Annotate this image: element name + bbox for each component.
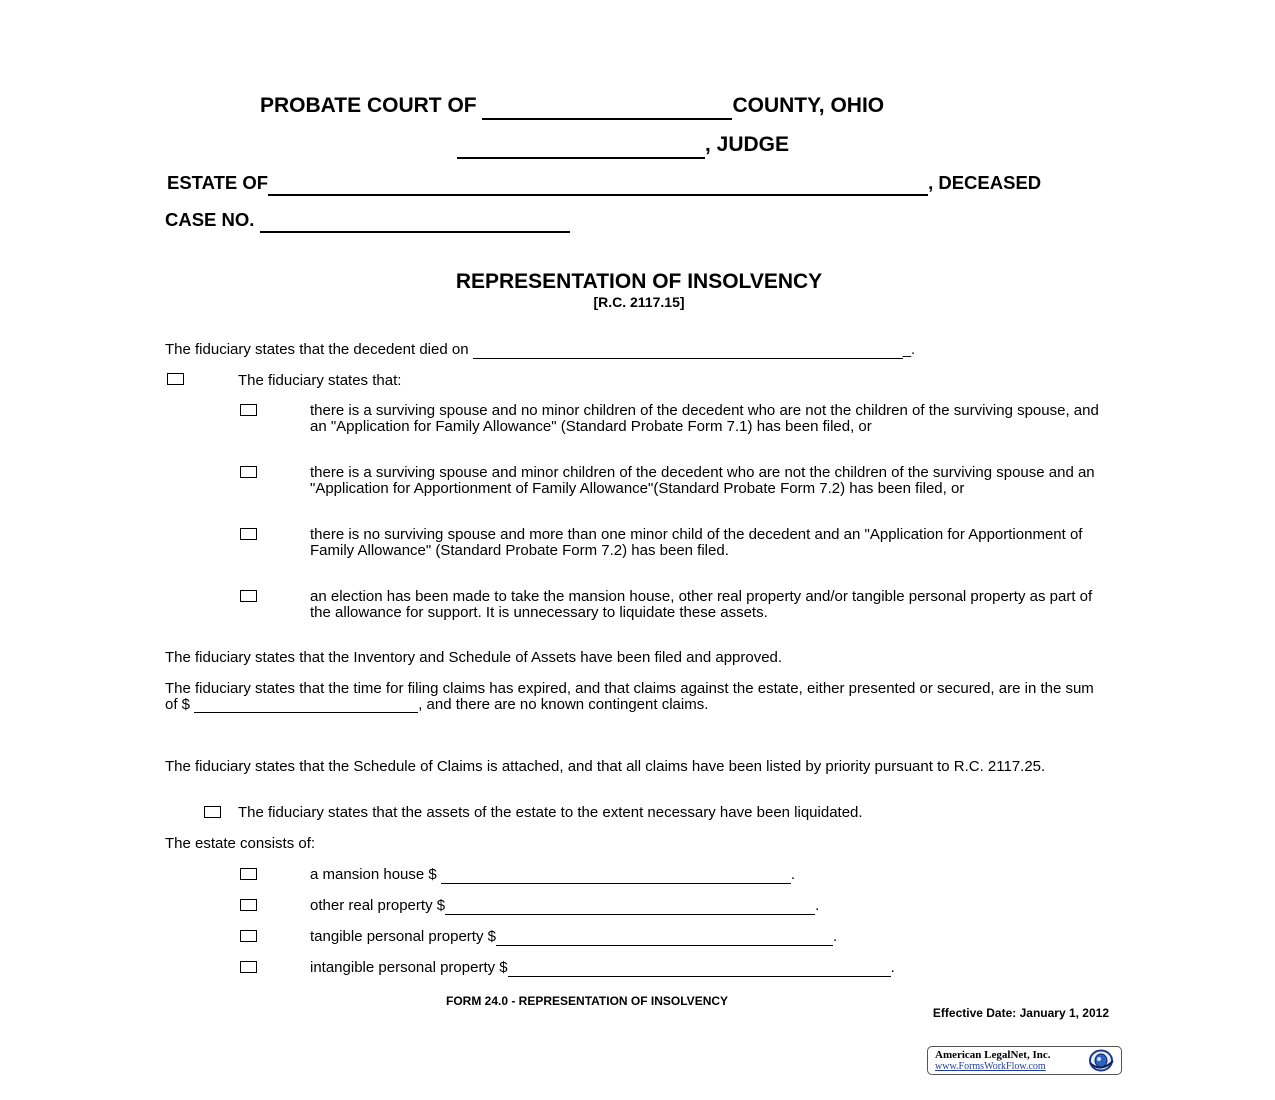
option-text-4: an election has been made to take the mansion house, other real property and/or tangible personal property as part of the allowance for support. It is unnecessary to liquidate these assets. <box>310 588 1093 621</box>
court-suffix: COUNTY, OHIO <box>732 94 885 117</box>
option-checkbox-3[interactable] <box>240 528 257 540</box>
asset-label-1: a mansion house $ <box>310 866 441 883</box>
claims-statement <box>165 681 1100 713</box>
asset-end-4: . <box>890 959 895 976</box>
asset-line-1 <box>310 867 795 884</box>
claims-text-b: , and there are no known contingent claims. <box>418 695 709 713</box>
estate-suffix: , DECEASED <box>928 172 1042 193</box>
claims-sum-blank[interactable] <box>194 697 418 714</box>
states-that-label: The fiduciary states that: <box>238 372 402 389</box>
estate-line <box>167 172 1041 196</box>
option-checkbox-4[interactable] <box>240 590 257 602</box>
inventory-statement: The fiduciary states that the Inventory and Schedule of Assets have been filed and approved. <box>165 649 783 666</box>
asset-label-3: tangible personal property $ <box>310 928 496 945</box>
option-checkbox-1[interactable] <box>240 404 257 416</box>
estate-blank[interactable] <box>268 172 928 196</box>
asset-blank-4[interactable] <box>508 960 891 977</box>
court-prefix: PROBATE COURT OF <box>260 94 483 117</box>
judge-suffix: , JUDGE <box>705 133 790 156</box>
form-name-footer: FORM 24.0 - REPRESENTATION OF INSOLVENCY <box>446 994 729 1008</box>
case-prefix: CASE NO. <box>165 209 260 230</box>
asset-end-2: . <box>815 897 820 914</box>
claims-text-a: The fiduciary states that the time for filing claims has expired, and that claims against the estate, either presented or secured, are in the sum of $ <box>165 680 1094 713</box>
option-text-3: there is no surviving spouse and more than one minor child of the decedent and an "Application for Apportionment of Family Allowance" (Standard Probate Form 7.2) has been filed. <box>310 526 1083 559</box>
liquidated-checkbox[interactable] <box>204 806 221 818</box>
died-on-end: _. <box>902 341 916 358</box>
liquidated-statement: The fiduciary states that the assets of the estate to the extent necessary have been liquidated. <box>238 804 863 821</box>
asset-blank-3[interactable] <box>496 929 833 946</box>
judge-line <box>457 133 789 159</box>
county-blank[interactable] <box>482 94 732 120</box>
estate-prefix: ESTATE OF <box>167 172 269 193</box>
effective-date: Effective Date: January 1, 2012 <box>932 1006 1109 1020</box>
asset-label-2: other real property $ <box>310 897 446 914</box>
american-legalnet-logo[interactable] <box>927 1046 1122 1075</box>
judge-blank[interactable] <box>457 133 705 159</box>
asset-line-3 <box>310 929 837 946</box>
form-title: REPRESENTATION OF INSOLVENCY <box>455 270 823 293</box>
option-text-2: there is a surviving spouse and minor children of the decedent who are not the children of the surviving spouse and an "Application for Apportionment of Family Allowance"(Standard Probate Form 7.2) has been filed, or <box>310 464 1095 497</box>
globe-icon <box>1085 1049 1117 1072</box>
statute-ref: [R.C. 2117.15] <box>593 294 685 310</box>
logo-company: American LegalNet, Inc. <box>935 1049 1051 1061</box>
asset-checkbox-2[interactable] <box>240 899 257 911</box>
death-date-blank[interactable] <box>473 342 903 359</box>
option-text-1: there is a surviving spouse and no minor children of the decedent who are not the children of the surviving spouse, and an "Application for Family Allowance" (Standard Probate Form 7.1) has been filed, or <box>310 402 1099 435</box>
asset-checkbox-1[interactable] <box>240 868 257 880</box>
died-on-label: The fiduciary states that the decedent died on <box>165 341 473 358</box>
logo-url[interactable]: www.FormsWorkFlow.com <box>935 1061 1046 1072</box>
estate-consists-label: The estate consists of: <box>165 835 316 852</box>
asset-end-1: . <box>790 866 796 883</box>
asset-line-4 <box>310 960 895 977</box>
schedule-statement: The fiduciary states that the Schedule of Claims is attached, and that all claims have been listed by priority pursuant to R.C. 2117.25. <box>165 758 1046 775</box>
died-on-line <box>165 342 915 359</box>
states-that-checkbox[interactable] <box>167 373 184 385</box>
case-blank[interactable] <box>260 209 570 233</box>
case-line <box>165 209 570 233</box>
asset-label-4: intangible personal property $ <box>310 959 508 976</box>
asset-checkbox-3[interactable] <box>240 930 257 942</box>
asset-blank-2[interactable] <box>445 898 815 915</box>
asset-checkbox-4[interactable] <box>240 961 257 973</box>
asset-line-2 <box>310 898 819 915</box>
asset-end-3: . <box>832 928 838 945</box>
option-checkbox-2[interactable] <box>240 466 257 478</box>
asset-blank-1[interactable] <box>441 867 791 884</box>
court-line <box>260 94 884 120</box>
